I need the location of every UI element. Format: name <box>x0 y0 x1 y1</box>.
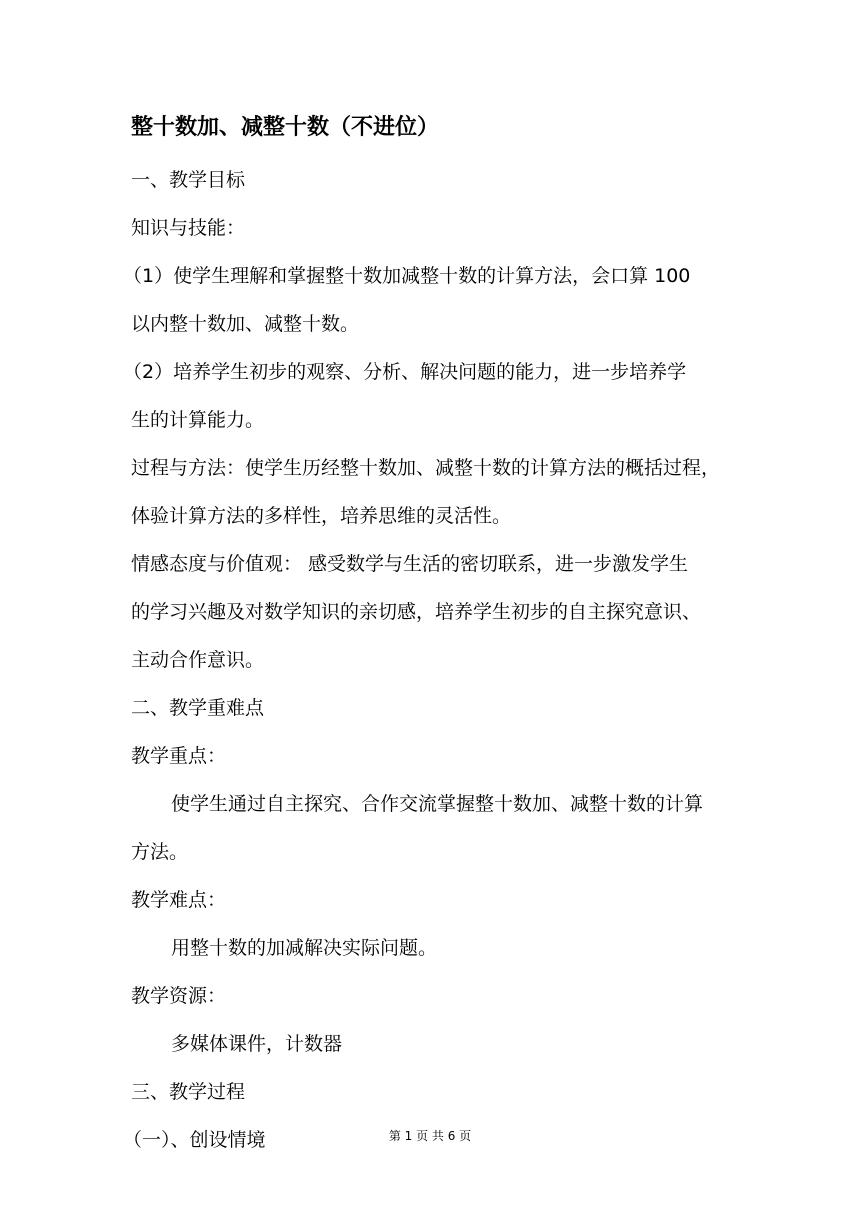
resources-text: 多媒体课件，计数器 <box>171 1033 343 1055</box>
section-heading-objectives: 一、教学目标 <box>131 169 246 191</box>
page-footer: 第 1 页 共 6 页 <box>388 1129 472 1143</box>
key-point-paragraph <box>131 780 731 876</box>
document-title: 整十数加、减整十数（不进位） <box>131 115 440 140</box>
objective-item-2-line-1: （2）培养学生初步的观察、分析、解决问题的能力，进一步培养学 <box>123 361 687 383</box>
emotion-values-line-3: 主动合作意识。 <box>131 649 265 671</box>
process-method-line-1: 过程与方法：使学生历经整十数加、减整十数的计算方法的概括过程， <box>131 457 721 479</box>
subsection-heading-scenario: （一）、创设情境 <box>123 1129 266 1151</box>
objective-item-1-line-1: （1）使学生理解和掌握整十数加减整十数的计算方法，会口算 100 <box>123 265 691 287</box>
process-method-line-2: 体验计算方法的多样性，培养思维的灵活性。 <box>131 505 512 527</box>
objective-item-2 <box>123 348 731 444</box>
section-heading-key-difficult: 二、教学重难点 <box>131 697 265 719</box>
difficulty-text: 用整十数的加减解决实际问题。 <box>171 937 438 959</box>
difficulty-label: 教学难点： <box>131 889 227 911</box>
objective-item-1-line-2: 以内整十数加、减整十数。 <box>131 313 360 335</box>
key-point-line-1: 使学生通过自主探究、合作交流掌握整十数加、减整十数的计算 <box>171 793 704 815</box>
document-body <box>123 108 731 1164</box>
emotion-values-paragraph <box>131 540 731 684</box>
objective-item-1 <box>123 252 731 348</box>
key-point-line-2: 方法。 <box>131 841 189 863</box>
process-method-paragraph <box>131 444 731 540</box>
resources-label: 教学资源： <box>131 985 227 1007</box>
emotion-values-line-1: 情感态度与价值观： 感受数学与生活的密切联系，进一步激发学生 <box>131 553 689 575</box>
emotion-values-line-2: 的学习兴趣及对数学知识的亲切感，培养学生初步的自主探究意识、 <box>131 601 702 623</box>
knowledge-skills-label: 知识与技能： <box>131 217 246 239</box>
key-point-label: 教学重点： <box>131 745 227 767</box>
objective-item-2-line-2: 生的计算能力。 <box>131 409 265 431</box>
section-heading-process: 三、教学过程 <box>131 1081 246 1103</box>
